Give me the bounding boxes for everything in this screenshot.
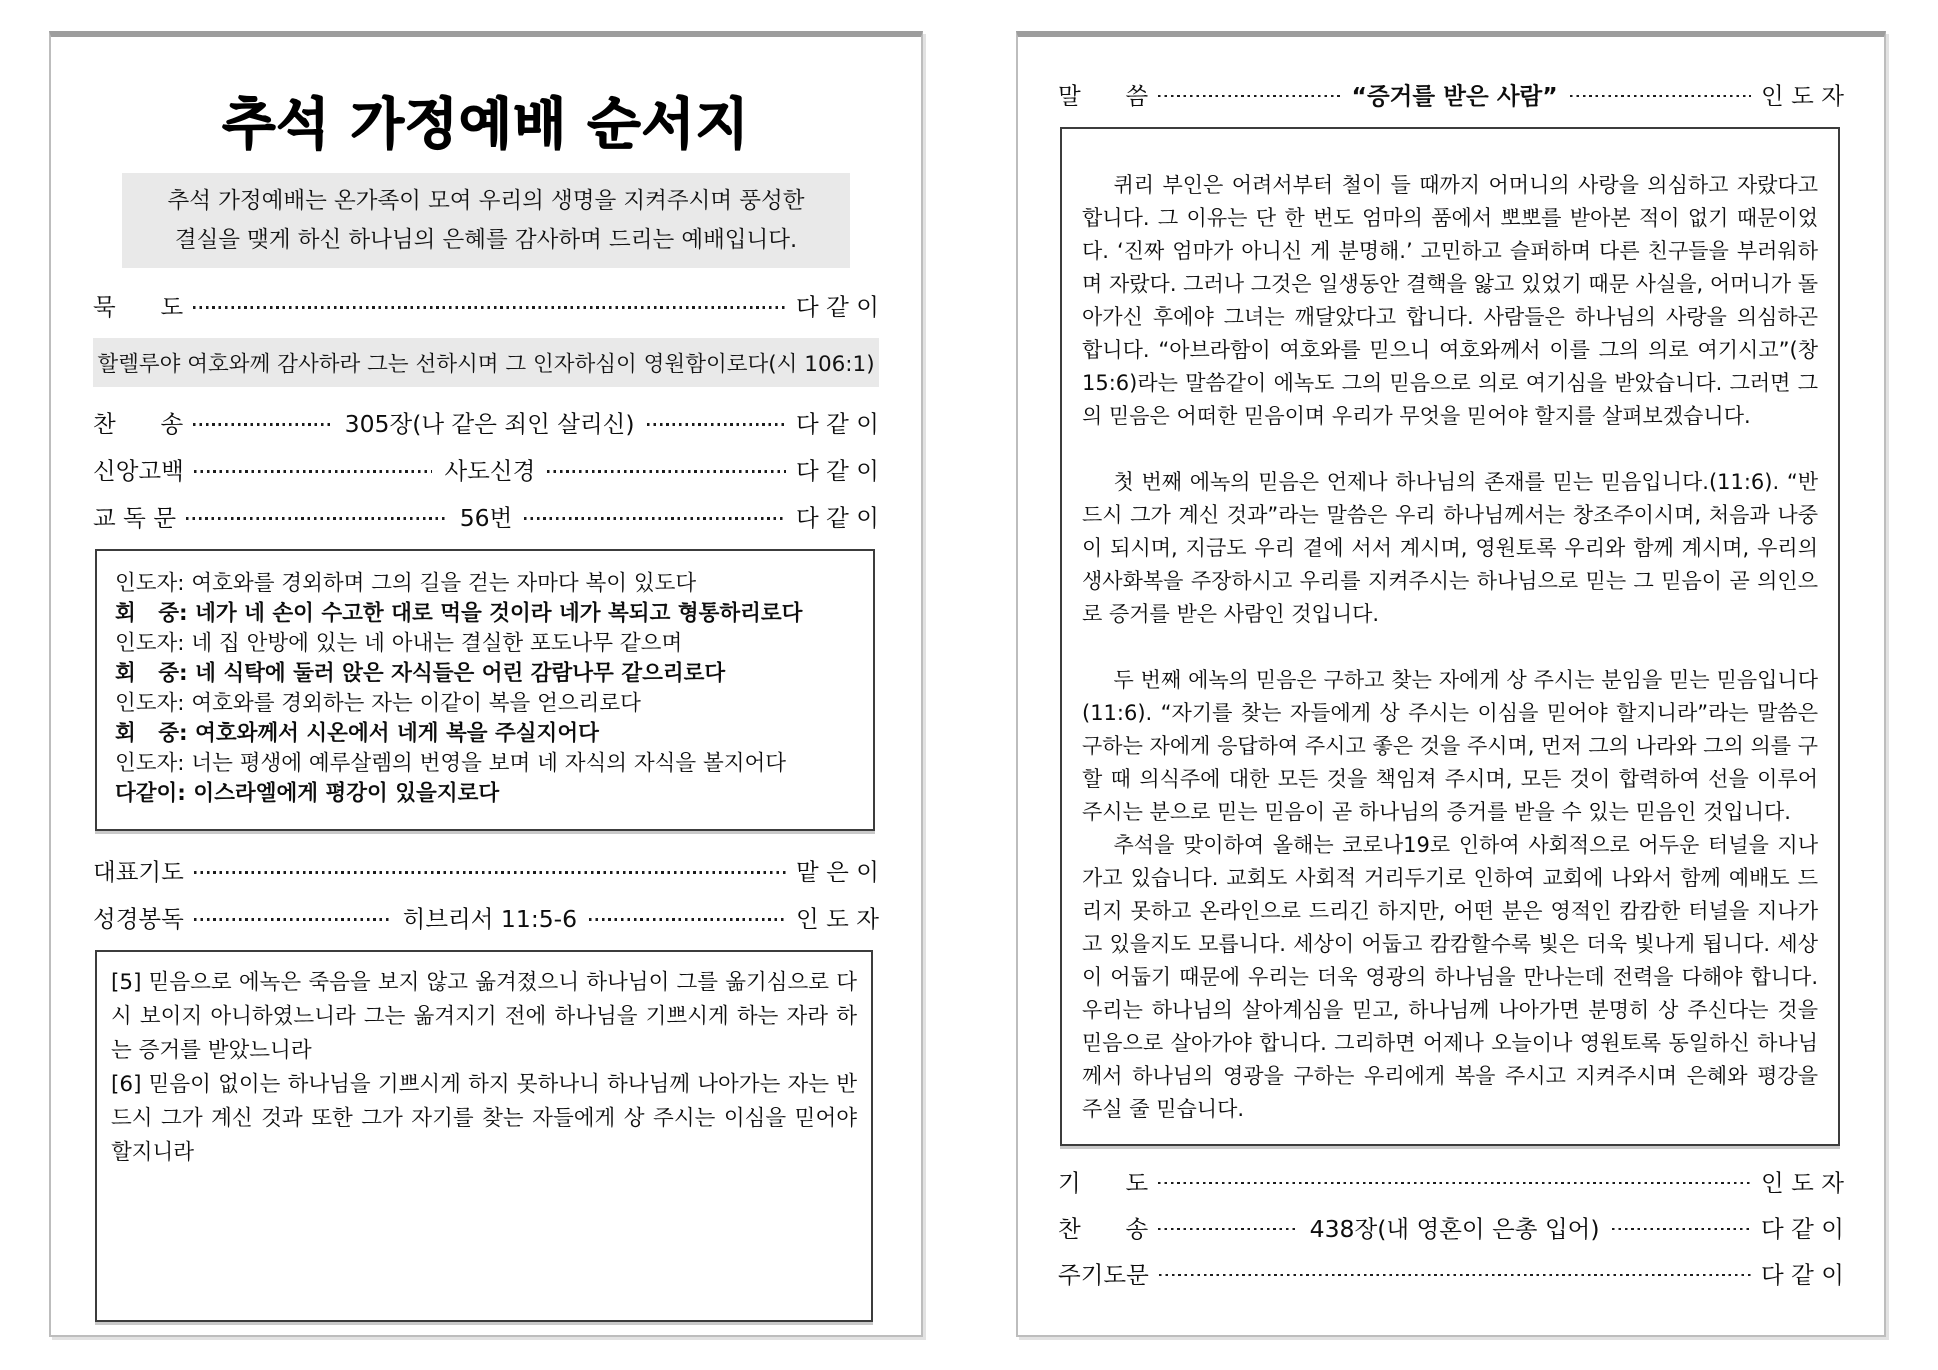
reading-line: 인도자: 너는 평생에 예루살렘의 번영을 보며 네 자식의 자식을 볼지어다 — [115, 751, 787, 777]
order-label: 찬 송 — [1058, 1215, 1149, 1243]
dotted-leader — [589, 918, 786, 921]
order-line-lords-prayer — [1058, 1256, 1844, 1290]
dotted-leader — [1570, 95, 1751, 98]
dotted-leader — [1158, 95, 1339, 98]
call-to-worship-verse: 할렐루야 여호와께 감사하라 그는 선하시며 그 인자하심이 영원함이로다(시 106:1) — [93, 338, 879, 387]
order-label: 대표기도 — [93, 858, 184, 887]
reading-line: 회 중: 네가 네 손이 수고한 대로 먹을 것이라 네가 복되고 형통하리로다 — [115, 601, 803, 627]
order-line-scripture-reading — [93, 900, 879, 934]
order-performer: 다 같 이 — [795, 504, 880, 533]
order-label: 성경봉독 — [93, 905, 184, 934]
intro-line-1: 추석 가정예배는 온가족이 모여 우리의 생명을 지켜주시며 풍성한 — [167, 188, 805, 214]
order-detail: 히브리서 11:5-6 — [402, 905, 578, 934]
order-label: 교 독 문 — [93, 504, 177, 533]
order-performer: 다 같 이 — [1760, 1261, 1844, 1289]
dotted-leader — [193, 423, 332, 426]
order-line-prayer — [1058, 1164, 1844, 1198]
dotted-leader — [1158, 1182, 1751, 1185]
order-performer: 인 도 자 — [795, 905, 879, 934]
order-label: 신앙고백 — [93, 457, 184, 486]
dotted-leader — [194, 918, 391, 921]
dotted-leader — [194, 470, 433, 473]
order-detail: 56번 — [459, 504, 513, 533]
right-page — [1016, 31, 1886, 1337]
scripture-box — [95, 950, 873, 1322]
order-line-representative-prayer — [93, 853, 879, 887]
intro-line-2: 결실을 맺게 하신 하나님의 은혜를 감사하며 드리는 예배입니다. — [174, 226, 798, 253]
reading-line: 회 중: 여호와께서 시온에서 네게 복을 주실지어다 — [115, 721, 599, 747]
dotted-leader — [1158, 1228, 1297, 1231]
order-label: 주기도문 — [1058, 1261, 1149, 1289]
dotted-leader — [186, 517, 448, 520]
order-line-hymn — [93, 405, 879, 439]
reading-line: 인도자: 여호와를 경외하며 그의 길을 걷는 자마다 복이 있도다 — [115, 571, 697, 597]
sermon-paragraph: 두 번째 에녹의 믿음은 구하고 찾는 자에게 상 주시는 분임을 믿는 믿음입니다(11:6). “자기를 찾는 자들에게 상 주시는 이심을 믿어야 할지니라”라는 말씀은 구하는 자에게 응답하여 주시고 좋은 것을 주시며, 먼저 그의 나라와 그의 의를 구할 때 의식주에 대한 모든 것을 책임져 주시며, 모든 것이 합력하여 선을 이루어 주시는 분으로 믿는 믿음이 곧 하나님의 증거를 받을 수 있는 믿음인 것입니다. — [1082, 668, 1818, 824]
order-label: 묵 도 — [93, 293, 184, 322]
order-line-closing-hymn — [1058, 1210, 1844, 1244]
order-performer: 다 같 이 — [1760, 1215, 1845, 1243]
page-title: 추석 가정예배 순서지 — [222, 92, 750, 156]
order-performer: 맡 은 이 — [795, 858, 879, 887]
order-line-sermon — [1058, 77, 1844, 111]
order-detail: 438장(내 영혼이 은총 입어) — [1309, 1215, 1600, 1243]
order-performer: 다 같 이 — [795, 457, 880, 486]
order-line-creed — [93, 452, 879, 486]
order-detail: 305장(나 같은 죄인 살리신) — [344, 410, 635, 439]
order-performer: 인 도 자 — [1760, 82, 1845, 110]
sermon-paragraph: 추석을 맞이하여 올해는 코로나19로 인하여 사회적으로 어두운 터널을 지나가고 있습니다. 교회도 사회적 거리두기로 인하여 교회에 나와서 함께 예배도 드리지 못하고 온라인으로 드리긴 하지만, 어떤 분은 영적인 캄캄한 터널을 지나가고 있을지도 모릅니다. 세상이 어둡고 캄캄할수록 빛은 더욱 빛나게 됩니다. 세상이 어둡기 때문에 우리는 더욱 영광의 하나님을 만나는데 전력을 다해야 합니다. 우리는 하나님의 살아계심을 믿고, 하나님께 나아가면 분명히 상 주신다는 것을 믿음으로 살아가야 합니다. 그리하면 어제나 오늘이나 영원토록 동일하신 하나님께서 하나님의 영광을 구하는 우리에게 복을 주시고 지켜주시며 은혜와 평강을 주실 줄 믿습니다. — [1082, 833, 1818, 1121]
scripture-verse: [6] 믿음이 없이는 하나님을 기쁘시게 하지 못하나니 하나님께 나아가는 자는 반드시 그가 계신 것과 또한 그가 자기를 찾는 자들에게 상 주시는 이심을 믿어야 할지니라 — [111, 1072, 857, 1166]
order-label: 찬 송 — [93, 410, 184, 439]
left-page — [49, 31, 923, 1337]
sermon-title: “증거를 받은 사람” — [1351, 82, 1558, 110]
order-line-silent-prayer — [93, 288, 879, 322]
sermon-paragraph: 퀴리 부인은 어려서부터 철이 들 때까지 어머니의 사랑을 의심하고 자랐다고 합니다. 그 이유는 단 한 번도 엄마의 품에서 뽀뽀를 받아본 적이 없기 때문이었다. ‘진짜 엄마가 아니신 게 분명해.’ 고민하고 슬퍼하며 다른 친구들을 부러워하며 자랐다. 그러나 그것은 일생동안 결핵을 앓고 있었기 때문 사실을, 어머니가 돌아가신 후에야 그녀는 깨달았다고 합니다. 사람들은 하나님의 사랑을 의심하곤 합니다. “아브라함이 여호와를 믿으니 여호와께서 이를 그의 의로 여기시고”(창 15:6)라는 말씀같이 에녹도 그의 믿음으로 의로 여기심을 받았습니다. 그러면 그의 믿음은 어떠한 믿음이며 우리가 무엇을 믿어야 할지를 살펴보겠습니다. — [1082, 173, 1818, 428]
order-label: 말 씀 — [1058, 82, 1149, 110]
dotted-leader — [547, 470, 786, 473]
dotted-leader — [524, 517, 786, 520]
order-performer: 인 도 자 — [1760, 1169, 1844, 1197]
dotted-leader — [194, 871, 786, 874]
sermon-paragraph: 첫 번째 에녹의 믿음은 언제나 하나님의 존재를 믿는 믿음입니다.(11:6). “반드시 그가 계신 것과”라는 말씀은 우리 하나님께서는 창조주이시며, 처음과 나중이 되시며, 지금도 우리 곁에 서서 계시며, 영원토록 우리와 함께 계시며, 우리의 생사화복을 주장하시고 우리를 지켜주시는 하나님으로 믿는 그 믿음이 곧 의인으로 증거를 받은 사람인 것입니다. — [1082, 470, 1818, 626]
dotted-leader — [647, 423, 786, 426]
order-performer: 다 같 이 — [795, 410, 880, 439]
order-detail: 사도신경 — [444, 457, 536, 486]
reading-line: 회 중: 네 식탁에 둘러 앉은 자식들은 어린 감람나무 같으리로다 — [115, 661, 726, 687]
sermon-box — [1060, 127, 1840, 1146]
intro-box — [122, 173, 849, 268]
dotted-leader — [1159, 1274, 1751, 1277]
dotted-leader — [193, 306, 786, 309]
responsive-reading-box — [95, 549, 875, 831]
closing-order — [1058, 1164, 1844, 1290]
order-label: 기 도 — [1058, 1169, 1149, 1197]
dotted-leader — [1612, 1228, 1751, 1231]
reading-line: 인도자: 네 집 안방에 있는 네 아내는 결실한 포도나무 같으며 — [115, 631, 683, 657]
scripture-verse: [5] 믿음으로 에녹은 죽음을 보지 않고 옮겨졌으니 하나님이 그를 옮기심으로 다시 보이지 아니하였느니라 그는 옮겨지기 전에 하나님을 기쁘시게 하는 자라 하는 증거를 받았느니라 — [111, 970, 857, 1064]
order-performer: 다 같 이 — [795, 293, 879, 322]
reading-line: 인도자: 여호와를 경외하는 자는 이같이 복을 얻으리로다 — [115, 691, 641, 717]
order-line-responsive-reading — [93, 499, 879, 533]
reading-line: 다같이: 이스라엘에게 평강이 있을지로다 — [115, 781, 500, 807]
